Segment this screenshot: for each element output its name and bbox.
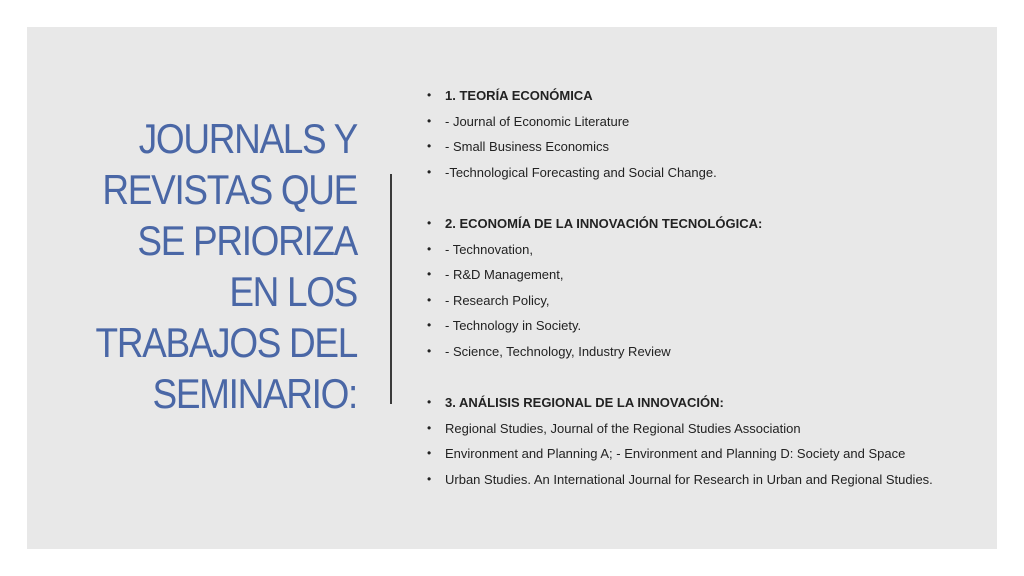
list-item-text: -Technological Forecasting and Social Change. <box>445 164 717 180</box>
list-item-text: - Small Business Economics <box>445 139 609 155</box>
list-item-text: Urban Studies. An International Journal for Research in Urban and Regional Studies. <box>445 471 933 487</box>
list-item <box>427 313 933 339</box>
bullet-icon: • <box>427 113 432 128</box>
section-heading-regional <box>427 390 933 416</box>
bullet-icon: • <box>427 446 432 461</box>
list-item <box>427 134 933 160</box>
list-item-text: Regional Studies, Journal of the Regional Studies Association <box>445 420 801 436</box>
list-item <box>427 416 933 442</box>
list-item <box>427 467 933 493</box>
title-line: SE PRIORIZA <box>137 217 357 264</box>
list-item <box>427 262 933 288</box>
list-spacer <box>427 365 933 391</box>
list-item-text: - Research Policy, <box>445 292 550 308</box>
section-heading-teoria <box>427 83 933 109</box>
list-item <box>427 339 933 365</box>
bullet-icon: • <box>427 139 432 154</box>
bullet-icon: • <box>427 241 432 256</box>
title-line: EN LOS <box>229 268 357 315</box>
bullet-icon: • <box>427 164 432 179</box>
list-item <box>427 441 933 467</box>
slide-title <box>67 113 357 419</box>
bullet-icon: • <box>427 420 432 435</box>
list-item <box>427 237 933 263</box>
list-item-text: - Journal of Economic Literature <box>445 113 630 129</box>
title-line: JOURNALS Y <box>138 115 357 162</box>
journal-list <box>427 83 933 493</box>
section-heading-innovacion <box>427 211 933 237</box>
list-item-text: 3. ANÁLISIS REGIONAL DE LA INNOVACIÓN: <box>445 395 724 411</box>
list-item-text: - Technovation, <box>445 241 533 257</box>
bullet-icon: • <box>427 395 432 410</box>
title-line: REVISTAS QUE <box>102 166 357 213</box>
list-item-text: - R&D Management, <box>445 267 564 283</box>
list-item <box>427 288 933 314</box>
bullet-icon: • <box>427 318 432 333</box>
list-item-text: - Science, Technology, Industry Review <box>445 343 671 359</box>
list-item <box>427 160 933 186</box>
list-item <box>427 109 933 135</box>
list-item-text: Environment and Planning A; - Environment and Planning D: Society and Space <box>445 446 906 462</box>
bullet-icon: • <box>427 267 432 282</box>
vertical-divider <box>390 174 392 404</box>
title-line: SEMINARIO: <box>152 370 357 417</box>
list-item-text: 2. ECONOMÍA DE LA INNOVACIÓN TECNOLÓGICA: <box>445 215 763 231</box>
list-spacer <box>427 185 933 211</box>
bullet-icon: • <box>427 471 432 486</box>
bullet-icon: • <box>427 292 432 307</box>
bullet-icon: • <box>427 343 432 358</box>
bullet-icon: • <box>427 215 432 230</box>
bullet-icon: • <box>427 88 432 102</box>
list-item-text: 1. TEORÍA ECONÓMICA <box>445 88 593 103</box>
slide <box>27 27 997 549</box>
list-item-text: - Technology in Society. <box>445 318 582 334</box>
title-line: TRABAJOS DEL <box>95 319 358 366</box>
